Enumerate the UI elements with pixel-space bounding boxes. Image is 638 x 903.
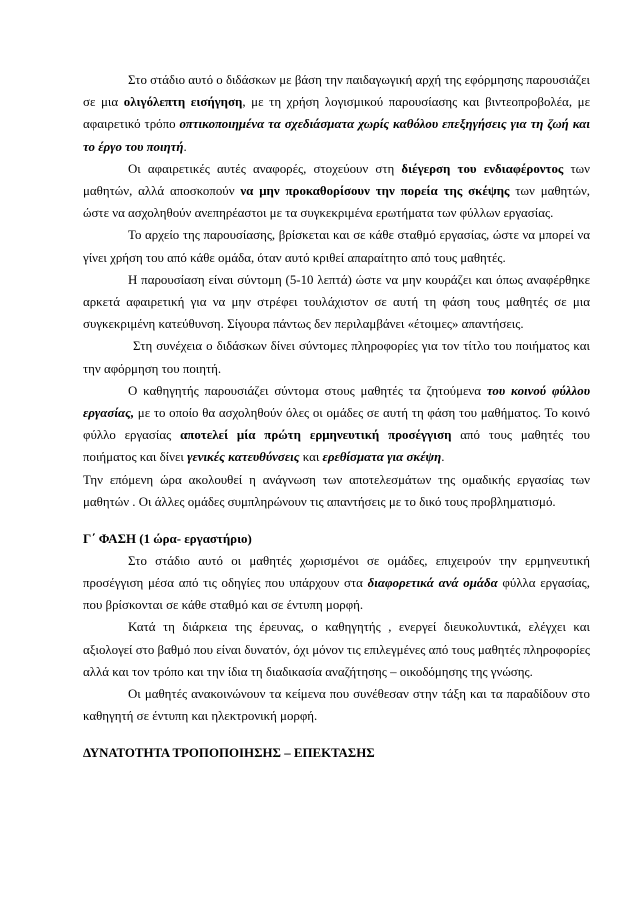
paragraph-presentation-file bbox=[83, 224, 590, 268]
text-run: Ο καθηγητής παρουσιάζει σύντομα στους μαθητές τα ζητούμενα bbox=[128, 383, 487, 398]
bold-italic-phrase: οπτικοποιημένα τα σχεδιάσματα χωρίς καθόλου επεξηγήσεις για τη ζωή και το έργο του ποιητή bbox=[83, 117, 591, 154]
text-run: των μαθητών, ώστε να ασχοληθούν ανεπηρέαστοι με τα συγκεκριμένα ερωτήματα των φύλλων εργασίας. bbox=[83, 184, 590, 221]
paragraph-group-work bbox=[83, 550, 590, 617]
paragraph-presentation-duration bbox=[83, 269, 590, 336]
text-run: Το αρχείο της παρουσίασης, βρίσκεται και σε κάθε σταθμό εργασίας, ώστε να μπορεί να γίνει χρήση του από κάθε ομάδα, όταν αυτό κριθεί απαραίτητο από τους μαθητές. bbox=[83, 228, 590, 265]
paragraph-abstract-references bbox=[83, 158, 590, 225]
paragraph-title-info bbox=[83, 335, 590, 379]
bold-italic-phrase: γενικές κατευθύνσεις bbox=[187, 450, 300, 465]
modification-extension-heading: ΔΥΝΑΤΟΤΗΤΑ ΤΡΟΠΟΠΟΙΗΣΗΣ – ΕΠΕΚΤΑΣΗΣ bbox=[83, 745, 375, 760]
bold-italic-phrase: ερεθίσματα για σκέψη bbox=[322, 450, 442, 465]
text-run: από τους μαθητές του ποιήματος και δίνει bbox=[83, 428, 590, 465]
text-run: και bbox=[299, 450, 323, 465]
text-run: με το οποίο θα ασχοληθούν όλες οι ομάδες σε αυτή τη φάση του μαθήματος. Το κοινό φύλλο εργασίας bbox=[83, 406, 590, 443]
paragraph-students-present bbox=[83, 683, 590, 727]
text-run: φύλλα εργασίας, που βρίσκονται σε κάθε σταθμό και σε έντυπη μορφή. bbox=[83, 575, 590, 613]
text-run: Κατά τη διάρκεια της έρευνας, ο καθηγητής , ενεργεί διευκολυντικά, ελέγχει και αξιολογεί στο βαθμό που είναι δυνατόν, όχι μόνον τις επιλεγμένες από τους μαθητές πληροφορίες αλλά και τον τρόπο και την ίδια τη διαδικασία αναζήτησης – οικοδόμησης της γνώσης. bbox=[83, 620, 590, 679]
text-run: Την επόμενη ώρα ακολουθεί η ανάγνωση των αποτελεσμάτων της ομαδικής εργασίας των μαθητών . Οι άλλες ομάδες συμπληρώνουν τις απαντήσεις με το δικό τους προβληματισμό. bbox=[83, 472, 590, 509]
text-run: Στο στάδιο αυτό ο διδάσκων με βάση την παιδαγωγική αρχή της εφόρμησης παρουσιάζει σε μια bbox=[83, 73, 590, 110]
paragraph-next-hour bbox=[83, 469, 590, 513]
bold-phrase: ολιγόλεπτη εισήγηση bbox=[123, 95, 243, 110]
phase-c-heading: Γ΄ ΦΑΣΗ (1 ώρα- εργαστήριο) bbox=[83, 531, 252, 546]
text-run: Στη συνέχεια ο διδάσκων δίνει σύντομες πληροφορίες για τον τίτλο του ποιήματος και την αφόρμηση του ποιητή. bbox=[83, 339, 590, 376]
bold-phrase: να μην προκαθορίσουν την πορεία της σκέψης bbox=[240, 184, 510, 199]
text-run: Οι αφαιρετικές αυτές αναφορές, στοχεύουν στη bbox=[128, 161, 402, 176]
paragraph-common-worksheet bbox=[83, 380, 590, 469]
paragraph-research-process bbox=[83, 616, 590, 683]
text-run: . bbox=[183, 139, 187, 154]
paragraph-presentation-intro bbox=[83, 69, 590, 158]
bold-phrase: αποτελεί μία πρώτη ερμηνευτική προσέγγιση bbox=[180, 428, 452, 443]
text-run: . bbox=[441, 450, 445, 465]
body-text bbox=[83, 69, 590, 764]
bold-phrase: διέγερση του ενδιαφέροντος bbox=[401, 161, 564, 176]
bold-italic-phrase: του κοινού φύλλου εργασίας, bbox=[83, 383, 591, 421]
text-run: Η παρουσίαση είναι σύντομη (5-10 λεπτά) ώστε να μην κουράζει και όπως αναφέρθηκε αρκετά αφαιρετική για να μην στρέφει τουλάχιστον σε αυτή τη φάση τους μαθητές σε μια συγκεκριμένη κατεύθυνση. Σίγουρα πάντως δεν περιλαμβάνει «έτοιμες» απαντήσεις. bbox=[83, 272, 590, 332]
text-run: Οι μαθητές ανακοινώνουν τα κείμενα που συνέθεσαν στην τάξη και τα παραδίδουν στο καθηγητή σε έντυπη και ηλεκτρονική μορφή. bbox=[83, 686, 590, 724]
text-run: , με τη χρήση λογισμικού παρουσίασης και βιντεοπροβολέα, με αφαιρετικό τρόπο bbox=[83, 95, 590, 132]
text-run: των μαθητών, αλλά αποσκοπούν bbox=[83, 161, 590, 199]
text-run: Στο στάδιο αυτό οι μαθητές χωρισμένοι σε ομάδες, επιχειρούν την ερμηνευτική προσέγγιση μέσα από τις οδηγίες που υπάρχουν στα bbox=[83, 553, 590, 590]
bold-italic-phrase: διαφορετικά ανά ομάδα bbox=[367, 575, 498, 590]
